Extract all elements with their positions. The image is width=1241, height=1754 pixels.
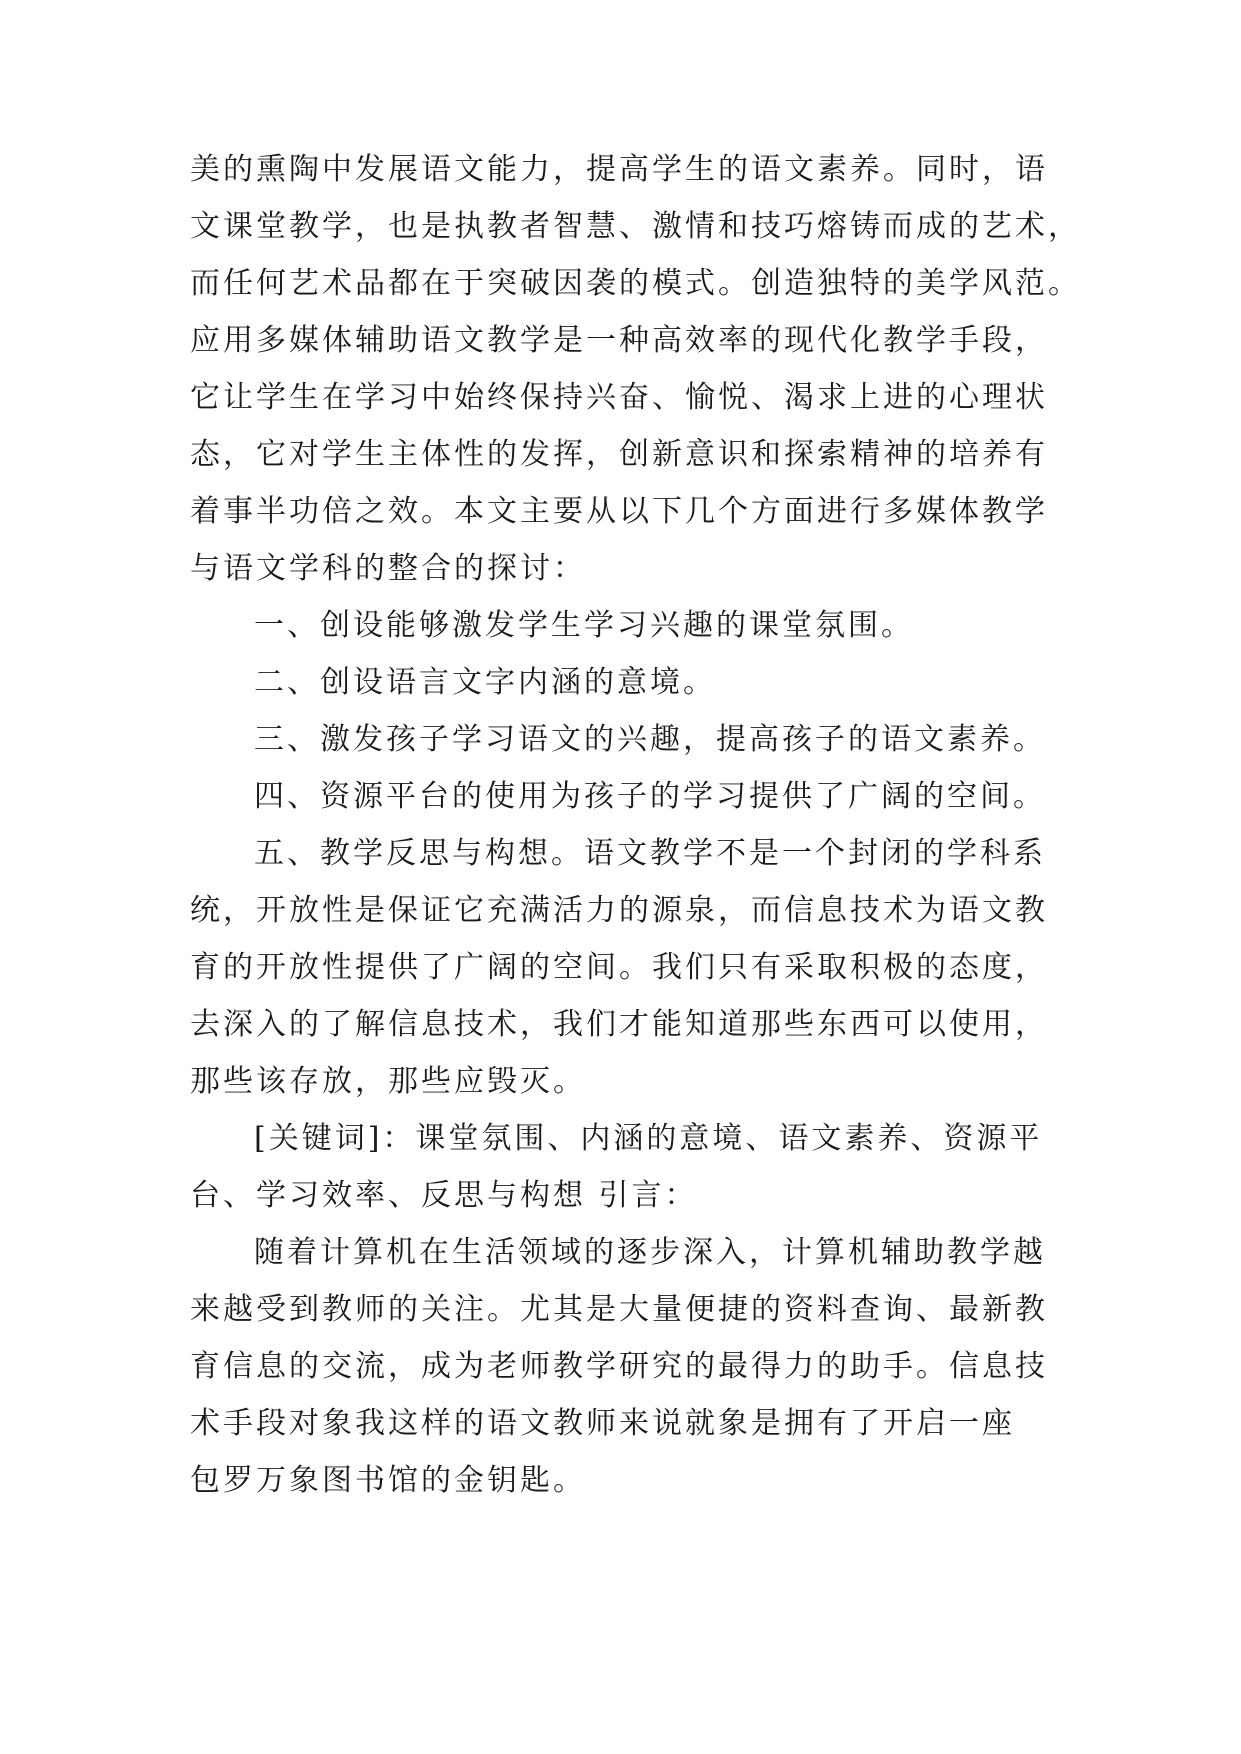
text-line: 去深入的了解信息技术，我们才能知道那些东西可以使用，	[190, 1007, 1048, 1042]
text-line: 那些该存放，那些应毁灭。	[190, 1064, 586, 1099]
list-item: 四、资源平台的使用为孩子的学习提供了广阔的空间。	[254, 779, 1046, 814]
list-item: 五、教学反思与构想。语文教学不是一个封闭的学科系	[254, 836, 1046, 871]
text-line: 应用多媒体辅助语文教学是一种高效率的现代化教学手段，	[190, 323, 1048, 358]
list-item: 二、创设语言文字内涵的意境。	[254, 665, 716, 700]
text-line: 来越受到教师的关注。尤其是大量便捷的资料查询、最新教	[190, 1292, 1048, 1327]
text-line: 美的熏陶中发展语文能力，提高学生的语文素养。同时，语	[190, 152, 1048, 187]
list-item: 一、创设能够激发学生学习兴趣的课堂氛围。	[254, 608, 914, 643]
keywords-line: 台、学习效率、反思与构想 引言：	[190, 1178, 698, 1213]
text-line: 与语文学科的整合的探讨：	[190, 551, 586, 586]
text-line: 术手段对象我这样的语文教师来说就象是拥有了开启一座	[190, 1406, 1015, 1441]
text-line: 着事半功倍之效。本文主要从以下几个方面进行多媒体教学	[190, 494, 1048, 529]
text-line: 而任何艺术品都在于突破因袭的模式。创造独特的美学风范。	[190, 266, 1081, 301]
text-line: 育信息的交流，成为老师教学研究的最得力的助手。信息技	[190, 1349, 1048, 1384]
text-line: 文课堂教学，也是执教者智慧、激情和技巧熔铸而成的艺术，	[190, 209, 1081, 244]
list-item: 三、激发孩子学习语文的兴趣，提高孩子的语文素养。	[254, 722, 1046, 757]
text-line: 它让学生在学习中始终保持兴奋、愉悦、渴求上进的心理状	[190, 380, 1048, 415]
text-line: 育的开放性提供了广阔的空间。我们只有采取积极的态度，	[190, 950, 1048, 985]
text-line: 包罗万象图书馆的金钥匙。	[190, 1463, 586, 1498]
text-line: 随着计算机在生活领域的逐步深入，计算机辅助教学越	[254, 1235, 1046, 1270]
keywords-line: [关键词]：课堂氛围、内涵的意境、语文素养、资源平	[254, 1121, 1043, 1156]
text-line: 统，开放性是保证它充满活力的源泉，而信息技术为语文教	[190, 893, 1048, 928]
text-line: 态，它对学生主体性的发挥，创新意识和探索精神的培养有	[190, 437, 1048, 472]
